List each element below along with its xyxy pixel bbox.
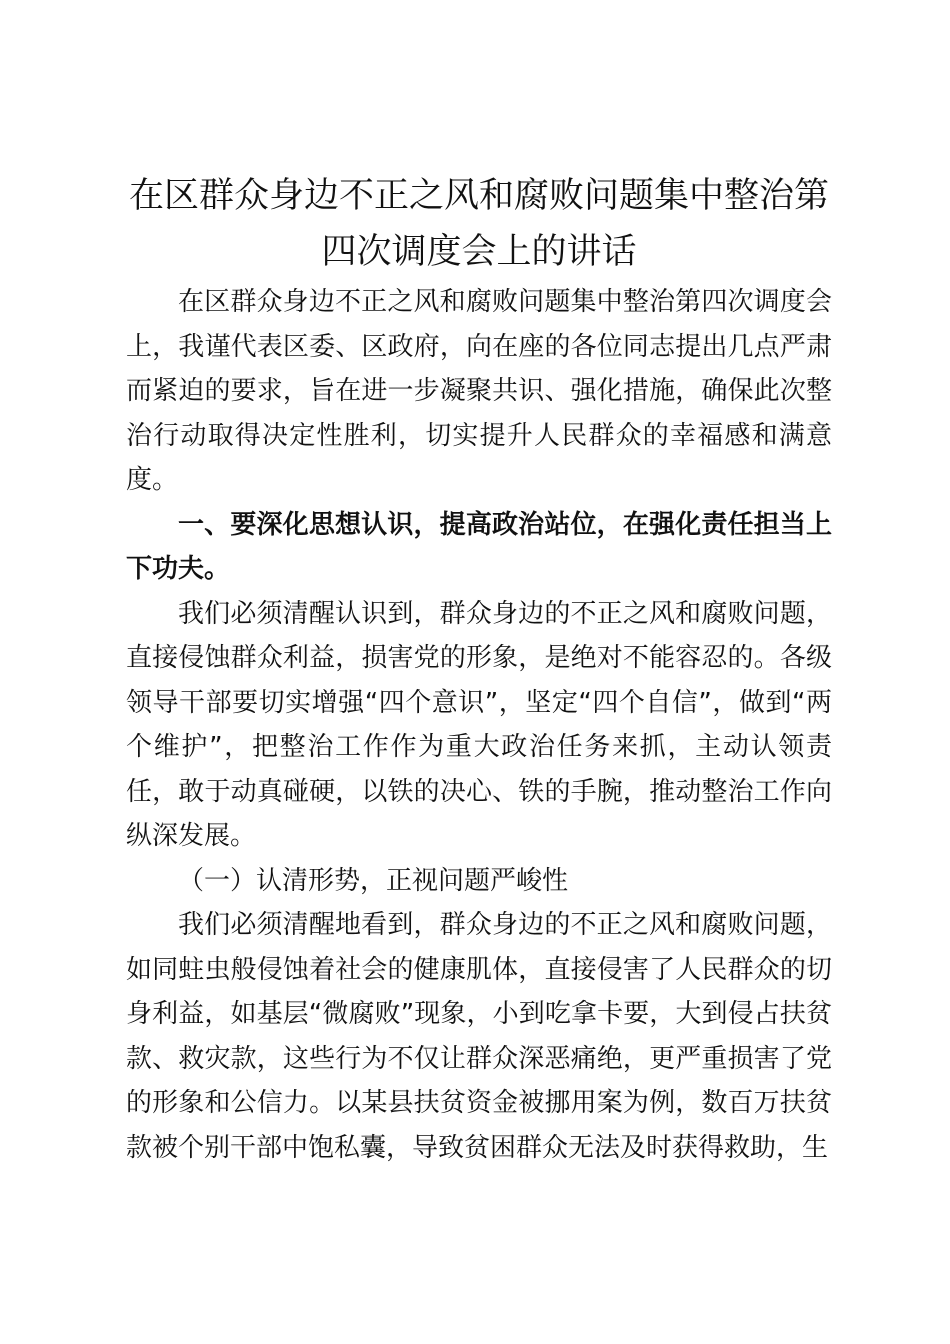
intro-paragraph: 在区群众身边不正之风和腐败问题集中整治第四次调度会上，我谨代表区委、区政府，向在座的各位同志提出几点严肃而紧迫的要求，旨在进一步凝聚共识、强化措施，确保此次整治行动取得决定性胜利，切实提升人民群众的幸福感和满意度。 [126,287,832,495]
subsection-heading-1: （一）认清形势，正视问题严峻性 [178,865,569,896]
body-paragraph: 我们必须清醒地看到，群众身边的不正之风和腐败问题，如同蛀虫般侵蚀着社会的健康肌体，直接侵害了人民群众的切身利益，如基层“微腐败”现象，小到吃拿卡要，大到侵占扶贫款、救灾款，这些行为不仅让群众深恶痛绝，更严重损害了党的形象和公信力。以某县扶贫资金被挪用案为例，数百万扶贫款被个别干部中饱私囊，导致贫困群众无法及时获得救助，生 [126,910,832,1163]
document-title [126,168,832,280]
document-page [126,168,832,1170]
title-line-1: 在区群众身边不正之风和腐败问题集中整治第 [128,176,829,216]
section-heading-1: 一、要深化思想认识，提高政治站位，在强化责任担当上下功夫。 [126,509,832,584]
body-paragraph: 我们必须清醒认识到，群众身边的不正之风和腐败问题，直接侵蚀群众利益，损害党的形象，是绝对不能容忍的。各级领导干部要切实增强“四个意识”，坚定“四个自信”，做到“两个维护”，把整治工作作为重大政治任务来抓，主动认领责任，敢于动真碰硬，以铁的决心、铁的手腕，推动整治工作向纵深发展。 [126,598,832,851]
title-line-2: 四次调度会上的讲话 [321,232,637,272]
